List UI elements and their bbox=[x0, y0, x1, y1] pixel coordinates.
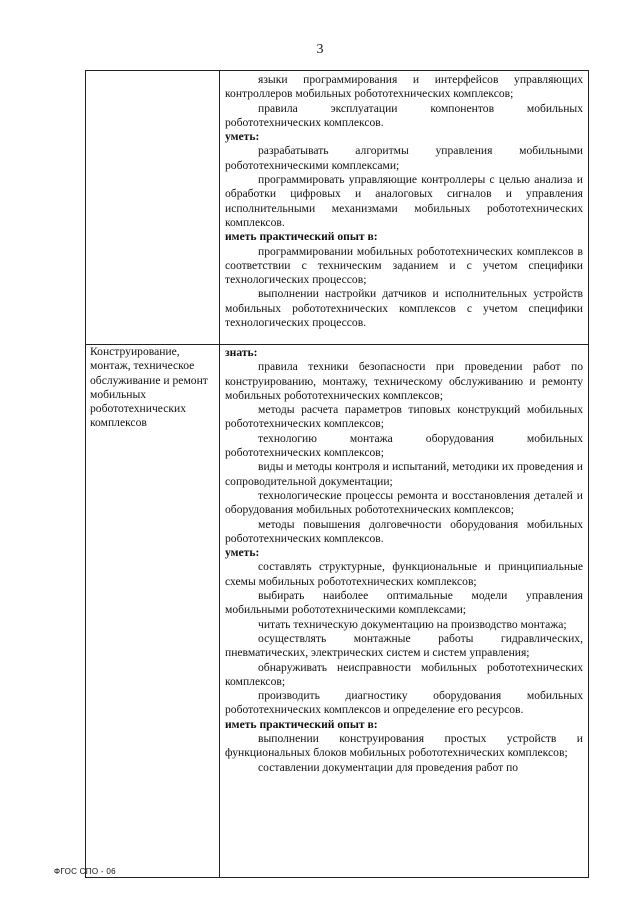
requirement-item: читать техническую документацию на производство монтажа; bbox=[258, 617, 567, 631]
requirement-item: технологические процессы ремонта и восстановления деталей и оборудования мобильных робототехнических комплексов; bbox=[225, 488, 583, 517]
requirement-item: выполнении настройки датчиков и исполнительных устройств мобильных робототехнических комплексов с учетом специфики технологических процессов. bbox=[225, 287, 583, 330]
requirement-item: осуществлять монтажные работы гидравлических, пневматических, электрических систем и систем управления; bbox=[225, 631, 583, 660]
section-heading: уметь: bbox=[225, 546, 260, 560]
requirement-item: разрабатывать алгоритмы управления мобильными робототехническими комплексами; bbox=[225, 144, 583, 172]
section-heading: иметь практический опыт в: bbox=[225, 717, 378, 731]
table-row bbox=[86, 344, 588, 877]
requirement-item: методы расчета параметров типовых конструкций мобильных робототехнических комплексов; bbox=[225, 403, 583, 431]
column-divider bbox=[219, 71, 220, 344]
requirement-item: методы повышения долговечности оборудования мобильных робототехнических комплексов. bbox=[225, 517, 583, 545]
requirement-item: правила техники безопасности при проведении работ по конструированию, монтажу, техническому обслуживанию и ремонту мобильных робототехнических комплексов; bbox=[225, 360, 583, 402]
requirement-item: составлять структурные, функциональные и принципиальные схемы мобильных робототехнических комплексов; bbox=[225, 560, 583, 588]
section-heading: иметь практический опыт в: bbox=[225, 230, 378, 244]
requirement-item: производить диагностику оборудования мобильных робототехнических комплексов и определение его ресурсов. bbox=[225, 689, 583, 717]
requirement-item: технологию монтажа оборудования мобильных робототехнических комплексов; bbox=[225, 431, 583, 460]
section-heading: знать: bbox=[225, 346, 258, 359]
page-number: 3 bbox=[316, 42, 324, 57]
requirement-item: программировании мобильных робототехнических комплексов в соответствии с техническим заданием и с учетом специфики технологических процессов; bbox=[225, 244, 583, 287]
requirements-cell bbox=[225, 346, 583, 775]
column-divider bbox=[219, 344, 220, 877]
table-row bbox=[86, 71, 588, 345]
requirements-cell bbox=[225, 73, 583, 330]
activity-cell: Конструирование, монтаж, техническое обслуживание и ремонт мобильных робототехнических комплексов bbox=[90, 345, 208, 430]
competency-table bbox=[85, 70, 589, 878]
requirement-item: программировать управляющие контроллеры с целью анализа и обработки цифровых и аналоговых сигналов и управления исполнительными механизмами мобильных робототехнических комплексов. bbox=[225, 173, 583, 229]
requirement-item: правила эксплуатации компонентов мобильных робототехнических комплексов. bbox=[225, 101, 583, 129]
requirement-item: составлении документации для проведения работ по bbox=[258, 760, 519, 774]
requirement-item: виды и методы контроля и испытаний, методики их проведения и сопроводительной документации; bbox=[225, 460, 583, 488]
requirement-item: обнаруживать неисправности мобильных робототехнических комплексов; bbox=[225, 660, 583, 688]
section-heading: уметь: bbox=[225, 130, 260, 144]
requirement-item: языки программирования и интерфейсов управляющих контроллеров мобильных робототехнических комплексов; bbox=[225, 73, 583, 101]
footer-code: ФГОС СПО - 06 bbox=[54, 867, 116, 876]
requirement-item: выбирать наиболее оптимальные модели управления мобильными робототехническими комплексами; bbox=[225, 589, 583, 617]
requirement-item: выполнении конструирования простых устройств и функциональных блоков мобильных робототехнических комплексов; bbox=[225, 732, 583, 760]
